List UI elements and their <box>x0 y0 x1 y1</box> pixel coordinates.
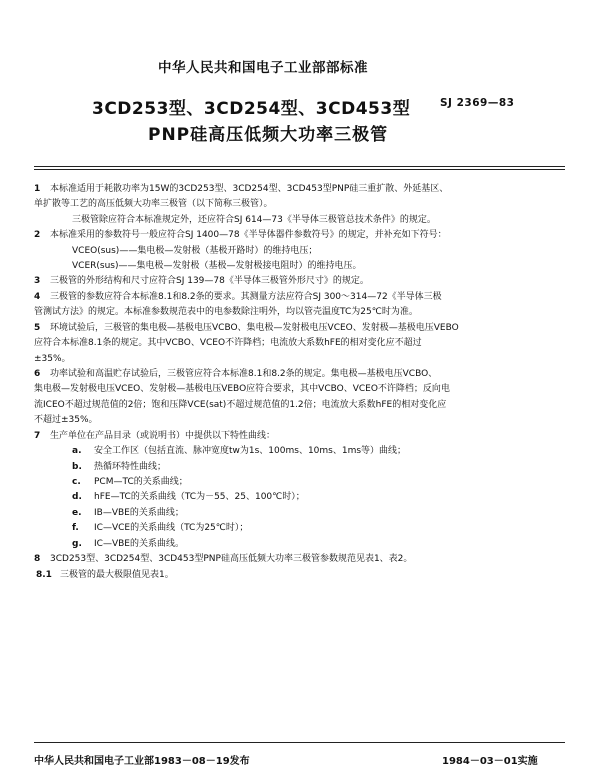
effective-date: 1984－03－01实施 <box>442 756 538 767</box>
list-marker: e. <box>72 508 82 518</box>
list-marker: g. <box>72 539 82 549</box>
list-marker: a. <box>72 446 82 456</box>
clause-line: 三极管的外形结构和尺寸应符合SJ 139—78《半导体三极管外形尺寸》的规定。 <box>50 276 369 286</box>
header-rule-bottom <box>34 169 565 170</box>
clause-line: 3CD253型、3CD254型、3CD453型PNP硅高压低频大功率三极管参数规范见表1、表2。 <box>50 554 413 564</box>
clause-line: 不超过±35%。 <box>34 415 98 425</box>
list-item: 安全工作区（包括直流、脉冲宽度tw为1s、100ms、10ms、1ms等）曲线； <box>94 446 407 456</box>
footer-rule <box>34 742 565 743</box>
list-marker: d. <box>72 492 82 502</box>
clause-number: 7 <box>34 431 41 441</box>
list-marker: b. <box>72 462 82 472</box>
list-item: hFE—TC的关系曲线（TC为－55、25、100℃时）； <box>94 492 305 502</box>
clause-line: 本标准适用于耗散功率为15W的3CD253型、3CD254型、3CD453型PNP硅三重扩散、外延基区、 <box>50 184 449 194</box>
list-item: IB—VBE的关系曲线； <box>94 508 184 518</box>
list-item: IC—VBE的关系曲线。 <box>94 539 184 549</box>
clause-line: 三极管除应符合本标准规定外，还应符合SJ 614—73《半导体三极管总技术条件》的规定。 <box>72 215 436 225</box>
clause-line: 环境试验后，三极管的集电极—基极电压VCBO、集电极—发射极电压VCEO、发射极—基极电压VEBO <box>50 323 459 333</box>
list-marker: f. <box>72 523 79 533</box>
clause-number: 4 <box>34 292 41 302</box>
clause-number: 1 <box>34 184 41 194</box>
clause-line: 集电极—发射极电压VCEO、发射极—基极电压VEBO应符合要求，其中VCBO、VCEO不许降档；反向电 <box>34 384 450 394</box>
clause-line: 三极管的最大极限值见表1。 <box>60 570 174 580</box>
document-title-line2: PNP硅高压低频大功率三极管 <box>148 125 389 145</box>
clause-line: 三极管的参数应符合本标准8.1和8.2条的要求。其测量方法应符合SJ 300～314—72《半导体三极 <box>50 292 442 302</box>
standard-number: SJ 2369—83 <box>440 97 515 109</box>
clause-line: 单扩散等工艺的高压低频大功率三极管（以下简称三极管）。 <box>34 199 273 209</box>
clause-line: 管测试方法》的规定。本标准参数规范表中的电参数除注明外，均以管壳温度TC为25℃时为准。 <box>34 307 418 317</box>
header-rule-top <box>34 166 565 167</box>
issuing-ministry: 中华人民共和国电子工业部部标准 <box>158 60 368 76</box>
clause-line: 流ICEO不超过规范值的2倍；饱和压降VCE(sat)不超过规范值的1.2倍；电流放大系数hFE的相对变化应 <box>34 400 447 410</box>
document-title-line1: 3CD253型、3CD254型、3CD453型 <box>92 99 411 119</box>
clause-line: VCER(sus)——集电极—发射极（基极—发射极接电阻时）的维持电压。 <box>72 261 362 271</box>
clause-line: VCEO(sus)——集电极—发射极（基极开路时）的维持电压； <box>72 246 318 256</box>
clause-number: 8 <box>34 554 41 564</box>
clause-line: 生产单位在产品目录（或说明书）中提供以下特性曲线： <box>50 431 276 441</box>
list-item: 热循环特性曲线； <box>94 462 167 472</box>
list-item: PCM—TC的关系曲线； <box>94 477 188 487</box>
list-item: IC—VCE的关系曲线（TC为25℃时）； <box>94 523 249 533</box>
clause-number: 6 <box>34 369 41 379</box>
clause-number: 8.1 <box>36 570 52 580</box>
issue-date: 中华人民共和国电子工业部1983－08－19发布 <box>34 756 250 767</box>
clause-line: 本标准采用的参数符号一般应符合SJ 1400—78《半导体器件参数符号》的规定，并补充如下符号： <box>50 230 447 240</box>
clause-number: 3 <box>34 276 41 286</box>
clause-line: 功率试验和高温贮存试验后，三极管应符合本标准8.1和8.2条的规定。集电极—基极电压VCBO、 <box>50 369 438 379</box>
clause-number: 2 <box>34 230 41 240</box>
clause-line: 应符合本标准8.1条的规定。其中VCBO、VCEO不许降档；电流放大系数hFE的相对变化应不超过 <box>34 338 422 348</box>
clause-line: ±35%。 <box>34 354 71 364</box>
list-marker: c. <box>72 477 81 487</box>
clause-number: 5 <box>34 323 41 333</box>
